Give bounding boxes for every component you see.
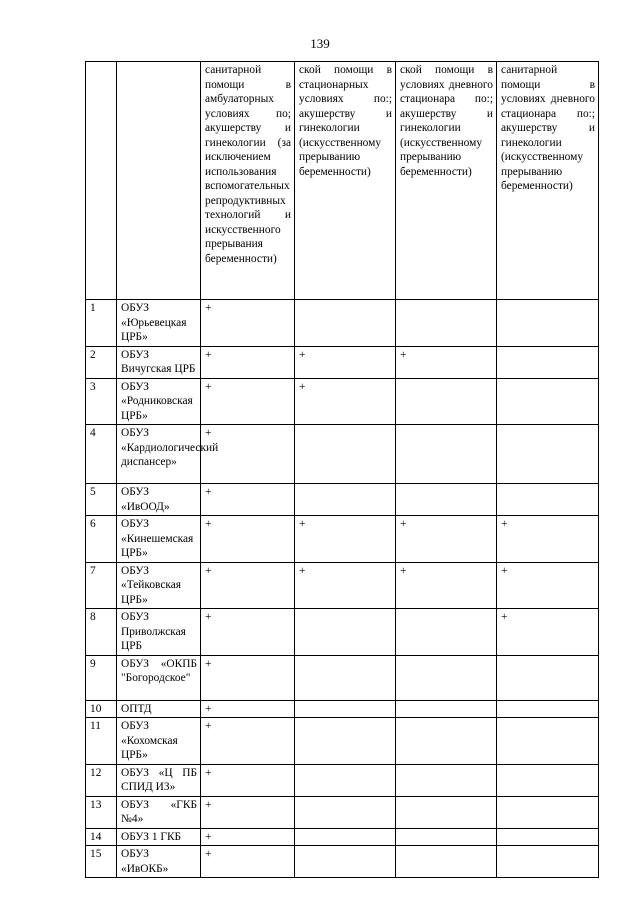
mark-cell: + xyxy=(396,516,497,563)
mark-cell: + xyxy=(497,562,599,609)
organization-name: ОБУЗ «Кохомская ЦРБ» xyxy=(117,718,201,765)
row-number: 7 xyxy=(86,562,117,609)
mark-cell xyxy=(396,796,497,828)
organization-name: ОБУЗ «ИвОКБ» xyxy=(117,846,201,878)
mark-cell xyxy=(497,846,599,878)
table-row xyxy=(86,516,599,563)
header-inpatient-cell: ской помощи в стационарных условиях по:; акушерству и гинекологии (искусственному прерыванию беременности) xyxy=(295,62,396,300)
mark-cell xyxy=(295,718,396,765)
mark-cell: + xyxy=(201,846,295,878)
organization-name: ОБУЗ «Родниковская ЦРБ» xyxy=(117,378,201,425)
mark-cell: + xyxy=(497,516,599,563)
services-table xyxy=(85,61,599,878)
row-number: 5 xyxy=(86,484,117,516)
mark-cell xyxy=(295,796,396,828)
row-number: 1 xyxy=(86,300,117,347)
row-number: 6 xyxy=(86,516,117,563)
mark-cell xyxy=(295,425,396,484)
table-row xyxy=(86,300,599,347)
table-row xyxy=(86,562,599,609)
organization-name: ОБУЗ «Тейковская ЦРБ» xyxy=(117,562,201,609)
organization-name: ОБУЗ Вичугская ЦРБ xyxy=(117,346,201,378)
header-day-hospital-sanitary-cell: санитарной помощи в условиях дневного стационара по:; акушерству и гинекологии (искусственному прерыванию беременности) xyxy=(497,62,599,300)
table-row xyxy=(86,346,599,378)
organization-name: ОБУЗ «ИвООД» xyxy=(117,484,201,516)
table-row xyxy=(86,378,599,425)
header-day-hospital-cell: ской помощи в условиях дневного стационара по:; акушерству и гинекологии (искусственному прерыванию беременности) xyxy=(396,62,497,300)
table-row xyxy=(86,425,599,484)
header-ambulatory-cell: санитарной помощи в амбулаторных условиях по; акушерству и гинекологии (за исключением использования вспомогательных репродуктивных технологий и искусственного прерывания беременности) xyxy=(201,62,295,300)
table-row xyxy=(86,846,599,878)
mark-cell xyxy=(497,796,599,828)
organization-name: ОБУЗ «ГКБ №4» xyxy=(117,796,201,828)
mark-cell: + xyxy=(396,346,497,378)
mark-cell xyxy=(497,300,599,347)
mark-cell xyxy=(396,484,497,516)
organization-name: ОБУЗ «Юрьевецкая ЦРБ» xyxy=(117,300,201,347)
mark-cell: + xyxy=(201,516,295,563)
organization-name: ОБУЗ 1 ГКБ xyxy=(117,828,201,846)
mark-cell xyxy=(295,764,396,796)
mark-cell: + xyxy=(201,655,295,700)
mark-cell xyxy=(396,609,497,656)
row-number: 3 xyxy=(86,378,117,425)
mark-cell xyxy=(396,846,497,878)
organization-name: ОБУЗ «Ц ПБ СПИД ИЗ» xyxy=(117,764,201,796)
row-number: 15 xyxy=(86,846,117,878)
organization-name: ОБУЗ «Кардиологический диспансер» xyxy=(117,425,201,484)
mark-cell xyxy=(497,828,599,846)
mark-cell xyxy=(396,300,497,347)
table-row xyxy=(86,655,599,700)
mark-cell xyxy=(295,484,396,516)
table-row xyxy=(86,828,599,846)
mark-cell xyxy=(396,655,497,700)
mark-cell: + xyxy=(201,764,295,796)
row-number: 8 xyxy=(86,609,117,656)
organization-name: ОБУЗ Приволжская ЦРБ xyxy=(117,609,201,656)
mark-cell xyxy=(396,700,497,718)
mark-cell xyxy=(295,828,396,846)
row-number: 10 xyxy=(86,700,117,718)
mark-cell: + xyxy=(295,346,396,378)
mark-cell xyxy=(295,700,396,718)
row-number: 9 xyxy=(86,655,117,700)
mark-cell: + xyxy=(201,346,295,378)
mark-cell xyxy=(295,846,396,878)
row-number: 2 xyxy=(86,346,117,378)
table-row xyxy=(86,796,599,828)
table-row xyxy=(86,764,599,796)
mark-cell xyxy=(497,764,599,796)
mark-cell: + xyxy=(201,828,295,846)
mark-cell: + xyxy=(201,425,295,484)
mark-cell xyxy=(497,484,599,516)
mark-cell xyxy=(497,700,599,718)
header-row xyxy=(86,62,599,300)
mark-cell xyxy=(295,655,396,700)
table-row xyxy=(86,718,599,765)
mark-cell xyxy=(497,425,599,484)
header-num-cell xyxy=(86,62,117,300)
mark-cell: + xyxy=(201,796,295,828)
table-row xyxy=(86,484,599,516)
table-row xyxy=(86,609,599,656)
mark-cell xyxy=(396,828,497,846)
mark-cell xyxy=(295,300,396,347)
mark-cell: + xyxy=(201,609,295,656)
mark-cell xyxy=(497,346,599,378)
mark-cell: + xyxy=(497,609,599,656)
row-number: 13 xyxy=(86,796,117,828)
mark-cell xyxy=(295,609,396,656)
organization-name: ОПТД xyxy=(117,700,201,718)
mark-cell xyxy=(396,764,497,796)
row-number: 14 xyxy=(86,828,117,846)
mark-cell: + xyxy=(201,484,295,516)
mark-cell: + xyxy=(295,516,396,563)
mark-cell: + xyxy=(201,378,295,425)
organization-name: ОБУЗ «ОКПБ "Богородское" xyxy=(117,655,201,700)
mark-cell xyxy=(396,378,497,425)
mark-cell xyxy=(396,718,497,765)
mark-cell: + xyxy=(295,378,396,425)
mark-cell xyxy=(497,378,599,425)
mark-cell: + xyxy=(201,562,295,609)
header-name-cell xyxy=(117,62,201,300)
mark-cell: + xyxy=(201,718,295,765)
page-number: 139 xyxy=(310,36,330,51)
row-number: 12 xyxy=(86,764,117,796)
mark-cell: + xyxy=(201,700,295,718)
table-row xyxy=(86,700,599,718)
organization-name: ОБУЗ «Кинешемская ЦРБ» xyxy=(117,516,201,563)
mark-cell: + xyxy=(396,562,497,609)
mark-cell xyxy=(497,655,599,700)
row-number: 11 xyxy=(86,718,117,765)
mark-cell: + xyxy=(295,562,396,609)
mark-cell xyxy=(396,425,497,484)
mark-cell: + xyxy=(201,300,295,347)
row-number: 4 xyxy=(86,425,117,484)
mark-cell xyxy=(497,718,599,765)
